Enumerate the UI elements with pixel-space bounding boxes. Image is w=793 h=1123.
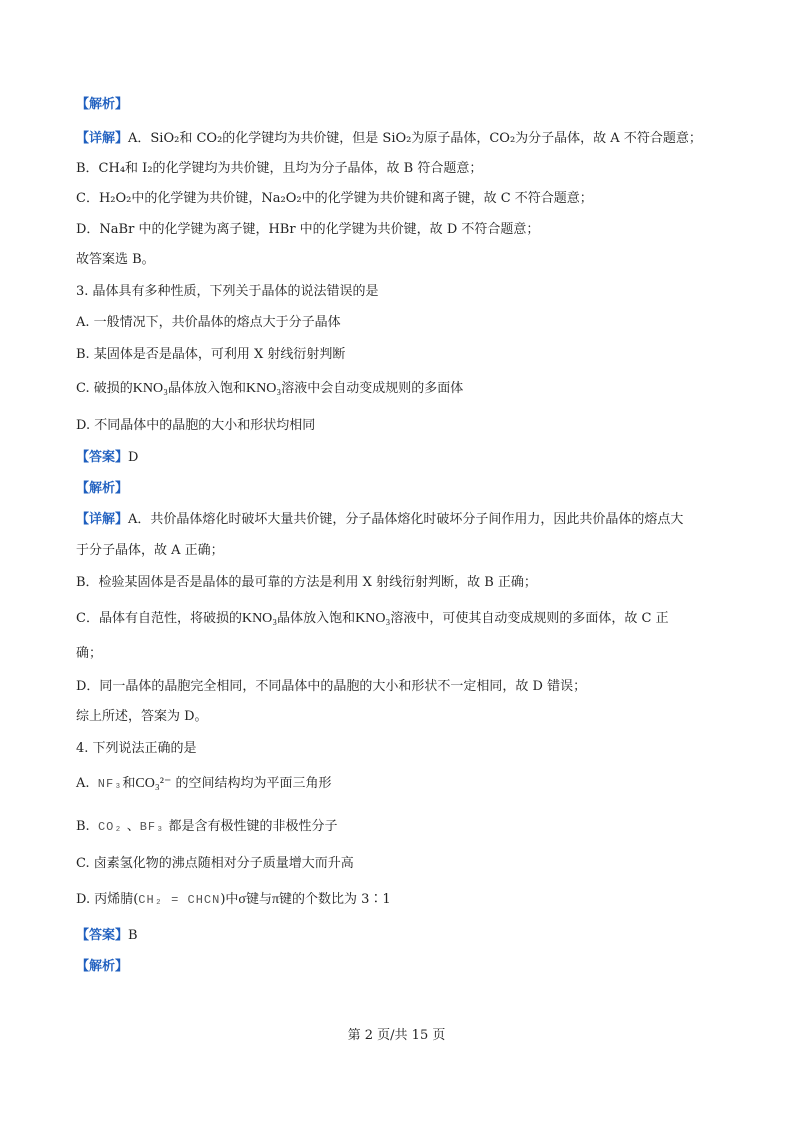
prev-detail-c: C．H₂O₂中的化学键为共价键，Na₂O₂中的化学键为共价键和离子键，故 C 不符合题意； <box>76 191 593 206</box>
pi-symbol: π <box>271 892 280 907</box>
nf3-formula: NF₃ <box>97 777 123 791</box>
q3-answer-value: D <box>128 450 139 465</box>
q4-option-a-text-2: 的空间结构均为平面三角形 <box>175 776 332 791</box>
q4-option-b-letter: B. <box>76 819 90 834</box>
q4-option-d <box>76 891 391 909</box>
q4-option-d-text-2: )中 <box>220 892 239 907</box>
prev-conclusion: 故答案选 B。 <box>76 252 155 267</box>
answer-label: 【答案】 <box>76 928 129 943</box>
q3-option-c <box>76 380 463 398</box>
q3-stem: 3. 晶体具有多种性质，下列关于晶体的说法错误的是 <box>76 284 379 299</box>
analysis-label: 【解析】 <box>76 97 129 112</box>
q4-option-c: C. 卤素氢化物的沸点随相对分子质量增大而升高 <box>76 856 354 871</box>
prev-detail-a <box>76 130 702 148</box>
q3-detail-c <box>76 610 669 628</box>
q4-answer <box>76 927 138 945</box>
q3-detail-a <box>76 511 683 529</box>
q3-detail-a-cont: 于分子晶体，故 A 正确； <box>76 543 224 558</box>
q4-stem: 4. 下列说法正确的是 <box>76 741 197 756</box>
q4-option-b-separator: 、 <box>126 819 140 834</box>
q3-detail-a-text: A．共价晶体熔化时破坏大量共价键，分子晶体熔化时破坏分子间作用力，因此共价晶体的熔点大 <box>128 512 684 527</box>
detail-label: 【详解】 <box>76 131 129 146</box>
co2-formula: CO₂ <box>97 820 123 834</box>
prev-detail-d: D．NaBr 中的化学键为离子键，HBr 中的化学键为共价键，故 D 不符合题意； <box>76 222 540 237</box>
prev-detail-b: B．CH₄和 I₂的化学键均为共价键，且均为分子晶体，故 B 符合题意； <box>76 161 483 176</box>
answer-label: 【答案】 <box>76 450 129 465</box>
q4-option-a <box>76 775 332 793</box>
q4-analysis-label: 【解析】 <box>76 959 129 974</box>
q4-option-a-letter: A. <box>76 776 90 791</box>
q3-option-c-text-2: 晶体放入饱和 <box>167 381 246 396</box>
q3-conclusion: 综上所述，答案为 D。 <box>76 709 208 724</box>
acrylonitrile-formula: CH₂ = CHCN <box>138 893 221 907</box>
q3-option-d: D. 不同晶体中的晶胞的大小和形状均相同 <box>76 418 316 433</box>
kno3-formula: KNO₃ <box>355 611 391 626</box>
detail-label: 【详解】 <box>76 512 129 527</box>
kno3-formula: KNO₃ <box>241 611 278 626</box>
q3-detail-d: D．同一晶体的晶胞完全相同，不同晶体中的晶胞的大小和形状不一定相同，故 D 错误； <box>76 679 587 694</box>
q4-option-d-text-3: 键与 <box>245 892 272 907</box>
q4-option-b <box>76 818 337 836</box>
kno3-formula: KNO₃ <box>132 381 168 396</box>
q3-detail-c-text-2: 晶体放入饱和 <box>277 611 356 626</box>
q3-detail-b: B．检验某固体是否是晶体的最可靠的方法是利用 X 射线衍射判断，故 B 正确； <box>76 575 537 590</box>
q4-option-a-text-1: 和 <box>122 776 136 791</box>
page-footer: 第 2 页/共 15 页 <box>347 1028 446 1043</box>
q4-option-d-text-1: D. 丙烯腈( <box>76 892 139 907</box>
q3-detail-c-cont: 确； <box>76 646 103 661</box>
kno3-formula: KNO₃ <box>245 381 282 396</box>
q4-answer-value: B <box>128 928 138 943</box>
prev-detail-a-text: A．SiO₂和 CO₂的化学键均为共价键，但是 SiO₂为原子晶体，CO₂为分子晶体，故 A 不符合题意； <box>128 131 702 146</box>
sigma-symbol: σ <box>238 892 246 907</box>
q3-option-c-text-3: 溶液中会自动变成规则的多面体 <box>281 381 464 396</box>
q3-analysis-label: 【解析】 <box>76 481 129 496</box>
co3-ion-formula: CO₃²⁻ <box>135 776 172 791</box>
q4-option-d-text-4: 键的个数比为 3∶1 <box>279 892 391 907</box>
q3-option-a: A. 一般情况下，共价晶体的熔点大于分子晶体 <box>76 315 341 330</box>
q3-option-c-text-1: C. 破损的 <box>76 381 133 396</box>
q3-option-b: B. 某固体是否是晶体，可利用 X 射线衍射判断 <box>76 347 346 362</box>
q3-answer <box>76 449 138 467</box>
q4-option-b-text: 都是含有极性键的非极性分子 <box>168 819 338 834</box>
q3-detail-c-text-1: C．晶体有自范性，将破损的 <box>76 611 242 626</box>
bf3-formula: BF₃ <box>139 820 165 834</box>
q3-detail-c-text-3: 溶液中，可使其自动变成规则的多面体，故 C 正 <box>390 611 669 626</box>
